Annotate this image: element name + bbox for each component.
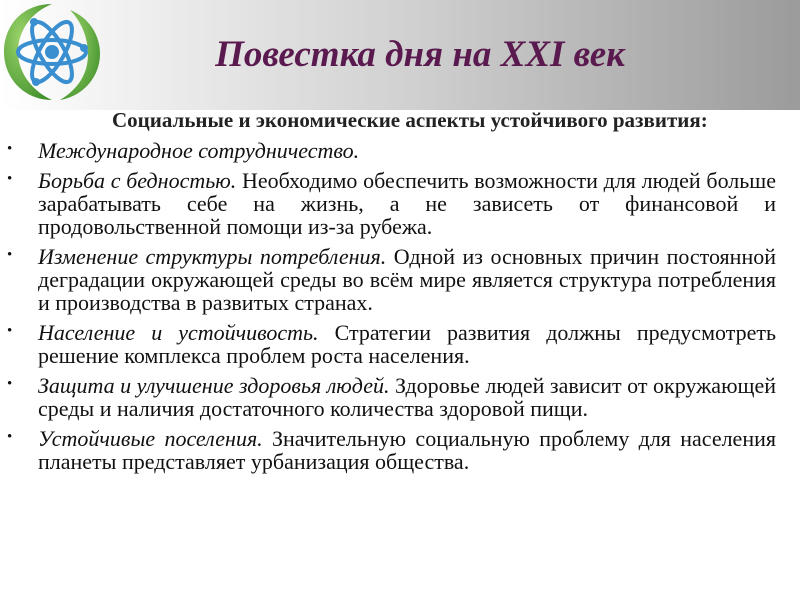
list-item (7, 320, 776, 368)
atom-logo-icon (0, 0, 104, 104)
bullet-icon: • (7, 323, 13, 339)
item-heading: Защита и улучшение здоровья людей. (38, 373, 390, 398)
slide-title: Повестка дня на XXI век (215, 34, 625, 75)
item-heading: Борьба с бедностью. (38, 168, 237, 193)
list-item (7, 426, 776, 474)
list-item (7, 373, 776, 421)
item-heading: Население и устойчивость. (38, 320, 319, 345)
item-text: Одной из основных причин постоянной деградации окружающей среды во всём мире является структура потребления и производства в развитых странах. (38, 244, 776, 315)
item-heading: Международное сотрудничество. (38, 138, 360, 163)
list-item (7, 168, 776, 239)
list-item (7, 138, 776, 163)
slide-body (7, 108, 776, 480)
bullet-icon: • (7, 171, 13, 187)
bullet-icon: • (7, 247, 13, 263)
bullet-icon: • (7, 429, 13, 445)
item-heading: Изменение структуры потребления. (38, 244, 387, 269)
bullet-icon: • (7, 376, 13, 392)
list-item (7, 244, 776, 315)
item-text: Стратегии развития должны предусмотреть решение комплекса проблем роста населения. (38, 320, 776, 368)
item-text: Значительную социальную проблему для населения планеты представляет урбанизация общества. (38, 426, 776, 474)
bullet-list (7, 138, 776, 474)
item-text: Здоровье людей зависит от окружающей среды и наличия достаточного количества здоровой пищи. (38, 373, 776, 421)
item-heading: Устойчивые поселения. (38, 426, 263, 451)
bullet-icon: • (7, 141, 13, 157)
item-text: Необходимо обеспечить возможности для людей больше зарабатывать себе на жизнь, а не зависеть от финансовой и продовольственной помощи из-за рубежа. (38, 168, 776, 239)
slide-subtitle: Социальные и экономические аспекты устойчивого развития: (112, 108, 708, 132)
